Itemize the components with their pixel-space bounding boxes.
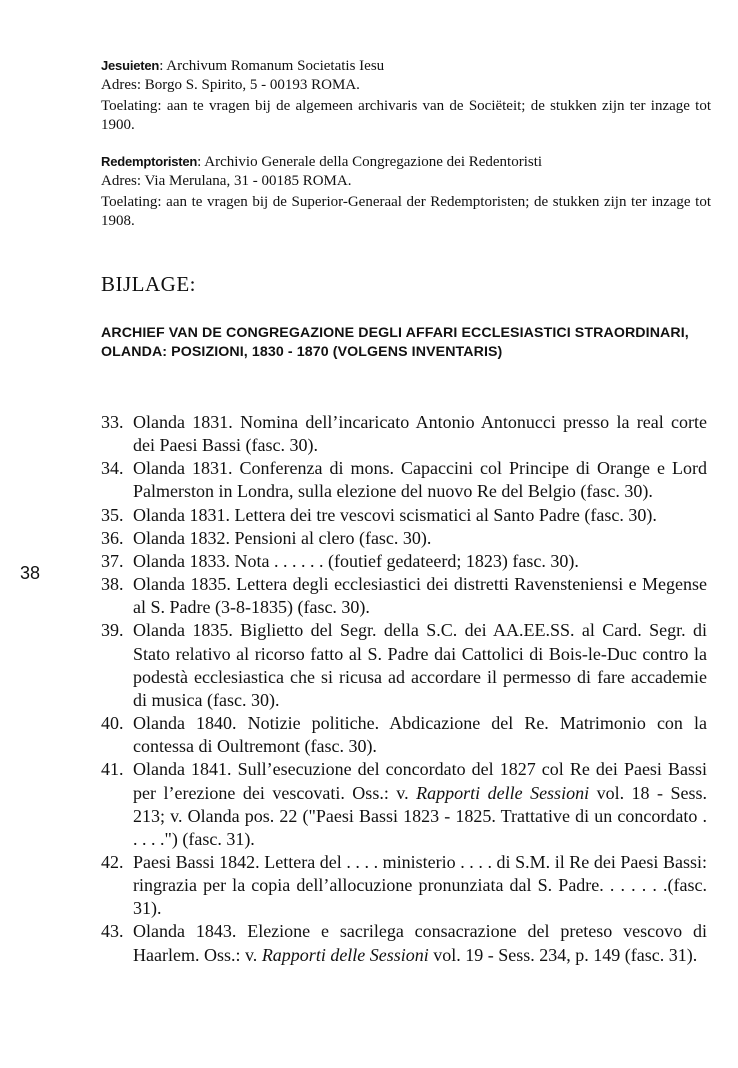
inventory-list	[101, 411, 707, 967]
archive-label: Jesuieten	[101, 58, 160, 73]
item-text: Olanda 1833. Nota . . . . . . (foutief gedateerd; 1823) fasc. 30).	[133, 550, 579, 571]
item-text: Paesi Bassi 1842. Lettera del . . . . ministerio . . . . di S.M. il Re dei Paesi Bassi: ringrazia per la copia dell’allocuzione pronunziata dal S. Padre. . . . . . .(fasc. 31).	[133, 851, 707, 919]
archive-address: Adres: Via Merulana, 31 - 00185 ROMA.	[101, 173, 352, 189]
list-item	[101, 411, 707, 457]
item-number: 35.	[101, 504, 124, 525]
archive-name: : Archivio Generale della Congregazione dei Redentoristi	[197, 154, 543, 170]
item-italic-reference: Rapporti delle Sessioni	[261, 944, 429, 965]
archive-entry-jesuits	[101, 56, 711, 135]
item-text: Olanda 1841. Sull’esecuzione del concordato del 1827 col Re dei Paesi Bassi per l’erezione dei vescovati. Oss.: v.	[133, 759, 707, 803]
archive-title	[101, 56, 711, 76]
item-number: 39.	[101, 620, 124, 641]
item-text: Olanda 1831. Lettera dei tre vescovi scismatici al Santo Padre (fasc. 30).	[133, 504, 657, 525]
item-number: 36.	[101, 527, 124, 548]
item-number: 34.	[101, 458, 124, 479]
list-item	[101, 457, 707, 503]
list-item	[101, 550, 707, 573]
archive-label: Redemptoristen	[101, 154, 198, 169]
item-number: 40.	[101, 713, 124, 734]
item-text-continued: vol. 19 - Sess. 234, p. 149 (fasc. 31).	[433, 944, 698, 965]
item-text: Olanda 1832. Pensioni al clero (fasc. 30).	[133, 527, 432, 548]
item-number: 38.	[101, 574, 124, 595]
appendix-title: BIJLAGE:	[101, 272, 196, 296]
archive-name: : Archivum Romanum Societatis Iesu	[159, 58, 385, 74]
archive-access: Toelating: aan te vragen bij de Superior-Generaal der Redemptoristen; de stukken zijn ter inzage tot 1908.	[101, 194, 711, 229]
item-text: Olanda 1831. Nomina dell’incaricato Antonio Antonucci presso la real corte dei Paesi Bassi (fasc. 30).	[133, 412, 707, 456]
page-number: 38	[20, 563, 41, 583]
item-number: 42.	[101, 851, 124, 872]
archive-title	[101, 152, 711, 172]
list-item	[101, 573, 707, 619]
item-italic-reference: Rapporti delle Sessioni	[416, 782, 590, 803]
item-text: Olanda 1835. Lettera degli ecclesiastici dei distretti Ravensteniensi e Megense al S. Padre (3-8-1835) (fasc. 30).	[133, 574, 707, 618]
item-text-continued: vol. 18 - Sess. 213; v. Olanda pos. 22 ("Paesi Bassi 1823 - 1825. Trattative di un concordato . . . . .") (fasc. 31).	[133, 782, 708, 849]
item-text: Olanda 1835. Biglietto del Segr. della S.C. dei AA.EE.SS. al Card. Segr. di Stato relativo al ricorso fatto al S. Padre dai Cattolici di Bois-le-Duc contro la podestà ecclesiastica che si ricusa ad accordare il permesso di fare accademie di musica (fasc. 30).	[133, 620, 707, 710]
item-text: Olanda 1843. Elezione e sacrilega consacrazione del preteso vescovo di Haarlem. Oss.: v.	[133, 921, 707, 965]
list-item	[101, 619, 707, 712]
item-number: 37.	[101, 550, 124, 571]
list-item	[101, 758, 707, 851]
item-number: 43.	[101, 921, 124, 942]
appendix-heading: ARCHIEF VAN DE CONGREGAZIONE DEGLI AFFARI ECCLESIASTICI STRAORDINARI, OLANDA: POSIZIONI, 1830 - 1870 (VOLGENS INVENTARIS)	[101, 325, 689, 360]
item-number: 33.	[101, 412, 124, 432]
item-number: 41.	[101, 759, 124, 780]
archive-access: Toelating: aan te vragen bij de algemeen archivaris van de Sociëteit; de stukken zijn ter inzage tot 1900.	[101, 98, 711, 133]
archive-entry-redemptorists	[101, 152, 711, 231]
list-item	[101, 527, 707, 550]
list-item	[101, 712, 707, 758]
list-item	[101, 504, 707, 527]
archive-address: Adres: Borgo S. Spirito, 5 - 00193 ROMA.	[101, 77, 360, 93]
list-item	[101, 851, 707, 920]
item-text: Olanda 1840. Notizie politiche. Abdicazione del Re. Matrimonio con la contessa di Oultremont (fasc. 30).	[133, 713, 707, 757]
item-text: Olanda 1831. Conferenza di mons. Capaccini col Principe di Orange e Lord Palmerston in Londra, sulla elezione del nuovo Re del Belgio (fasc. 30).	[133, 458, 707, 502]
list-item	[101, 920, 707, 966]
